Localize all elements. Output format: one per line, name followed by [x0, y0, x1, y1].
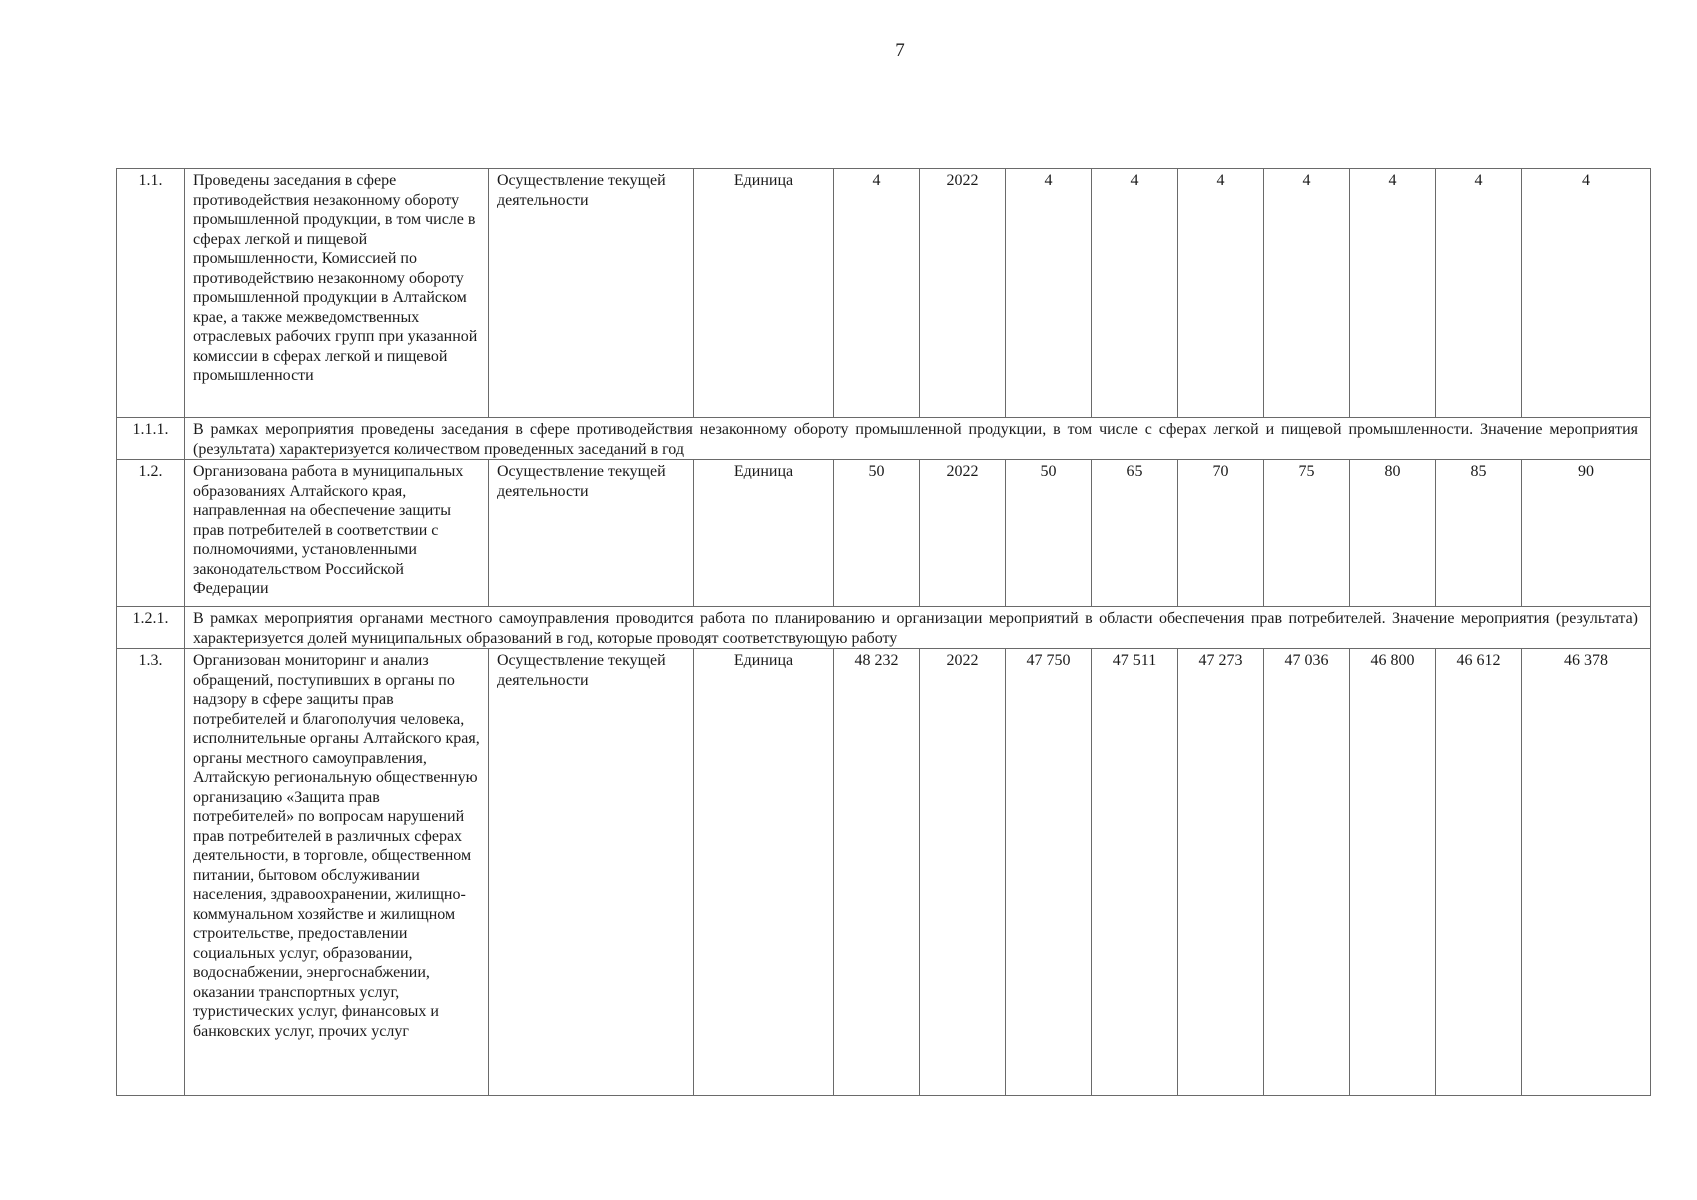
measure-type: Осуществление текущей деятельности: [489, 460, 694, 607]
table-row: [117, 418, 1651, 460]
year-value: 46 378: [1522, 649, 1651, 1096]
year-value: 70: [1178, 460, 1264, 607]
base-value: 4: [834, 169, 920, 418]
year-value: 47 511: [1092, 649, 1178, 1096]
measure-type: Осуществление текущей деятельности: [489, 649, 694, 1096]
year-value: 4: [1522, 169, 1651, 418]
year-value: 50: [1006, 460, 1092, 607]
table-row: [117, 460, 1651, 607]
measure-description: В рамках мероприятия органами местного самоуправления проводится работа по планированию и организации мероприятий в области обеспечения прав потребителей. Значение мероприятия (результата) характеризуется долей муниципальных образований в год, которые проводят соответствующую работу: [185, 607, 1651, 649]
measure-unit: Единица: [694, 649, 834, 1096]
year-value: 65: [1092, 460, 1178, 607]
year-value: 80: [1350, 460, 1436, 607]
measure-name-text: Проведены заседания в сфере противодействия незаконному обороту промышленной продукции, в том числе в сферах легкой и пищевой промышленности, Комиссией по противодействию незаконному обороту промышленной продукции в Алтайском крае, а также межведомственных отраслевых рабочих групп при указанной комиссии в сферах легкой и пищевой промышленности: [193, 172, 478, 384]
measure-name: [185, 649, 489, 1096]
table-row: [117, 607, 1651, 649]
table-row: [117, 169, 1651, 418]
measure-name: [185, 169, 489, 418]
measure-type: Осуществление текущей деятельности: [489, 169, 694, 418]
measure-name-text: Организован мониторинг и анализ обращений, поступивших в органы по надзору в сфере защиты прав потребителей и благополучия человека, исполнительные органы Алтайского края, органы местного самоуправления, Алтайскую региональную общественную организацию «Защита прав потребителей» по вопросам нарушений прав потребителей в различных сферах деятельности, в торговле, общественном питании, бытовом обслуживании населения, здравоохранении, жилищно-коммунальном хозяйстве и жилищном строительстве, предоставлении социальных услуг, образовании, водоснабжении, энергоснабжении, оказании транспортных услуг, туристических услуг, финансовых и банковских услуг, прочих услуг: [193, 652, 480, 1040]
year-value: 4: [1006, 169, 1092, 418]
measure-name: [185, 460, 489, 607]
measure-unit: Единица: [694, 169, 834, 418]
row-number: 1.3.: [117, 649, 185, 1096]
year-value: 4: [1092, 169, 1178, 418]
year-value: 47 750: [1006, 649, 1092, 1096]
row-number: 1.1.1.: [117, 418, 185, 460]
year-value: 4: [1264, 169, 1350, 418]
year-value: 4: [1178, 169, 1264, 418]
base-value: 50: [834, 460, 920, 607]
year-value: 85: [1436, 460, 1522, 607]
year-value: 4: [1436, 169, 1522, 418]
row-number: 1.2.: [117, 460, 185, 607]
year-value: 4: [1350, 169, 1436, 418]
measure-name-text: Организована работа в муниципальных образованиях Алтайского края, направленная на обеспечение защиты прав потребителей в соответствии с полномочиями, установленными законодательством Российской Федерации: [193, 463, 464, 597]
measures-table: [116, 168, 1651, 1096]
year-value: 46 612: [1436, 649, 1522, 1096]
page-number: 7: [895, 40, 905, 61]
year-value: 47 273: [1178, 649, 1264, 1096]
base-year: 2022: [920, 460, 1006, 607]
measure-unit: Единица: [694, 460, 834, 607]
table-row: [117, 649, 1651, 1096]
base-year: 2022: [920, 649, 1006, 1096]
measure-description: В рамках мероприятия проведены заседания в сфере противодействия незаконному обороту промышленной продукции, в том числе с сферах легкой и пищевой промышленности. Значение мероприятия (результата) характеризуется количеством проведенных заседаний в год: [185, 418, 1651, 460]
year-value: 47 036: [1264, 649, 1350, 1096]
row-number: 1.2.1.: [117, 607, 185, 649]
year-value: 90: [1522, 460, 1651, 607]
year-value: 46 800: [1350, 649, 1436, 1096]
row-number: 1.1.: [117, 169, 185, 418]
base-year: 2022: [920, 169, 1006, 418]
year-value: 75: [1264, 460, 1350, 607]
base-value: 48 232: [834, 649, 920, 1096]
